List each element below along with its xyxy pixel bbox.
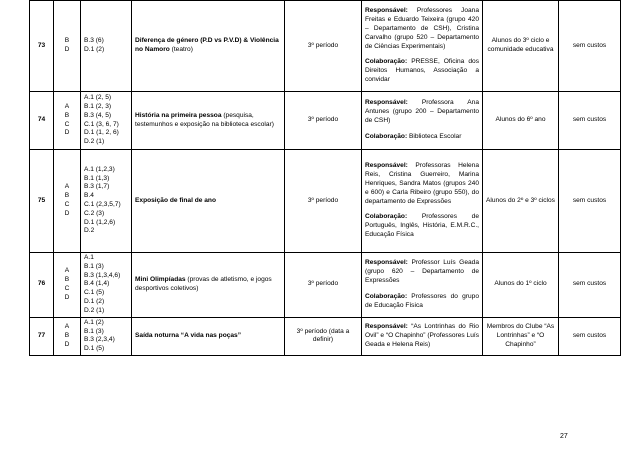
dimensions-cell (54, 253, 81, 318)
objectives-cell (81, 317, 132, 355)
audience-cell: Alunos do 3º ciclo e comunidade educativa (483, 1, 559, 92)
audience-cell: Membros do Clube “As Lontrinhas” e “O Chapinho” (483, 317, 559, 355)
activity-cell (132, 253, 285, 318)
dimensions-cell (54, 317, 81, 355)
table-row (30, 150, 621, 253)
objective: D.2 (1) (84, 138, 105, 146)
collaboration-text: PRESSE, Oficina dos Direitos Humanos, Associação a convidar (365, 58, 479, 83)
responsible-label: Responsável: (365, 7, 408, 15)
period-cell: 3º período (285, 150, 362, 253)
objective: B.3 (4, 5) (84, 111, 112, 119)
responsible-label: Responsável: (365, 323, 408, 331)
objectives-cell (81, 150, 132, 253)
objective: B.4 (84, 192, 94, 200)
dimension: D (64, 209, 70, 217)
period-cell: 3º período (285, 92, 362, 150)
objective: B.1 (1,3) (84, 174, 110, 182)
activity-title: Saída noturna “A vida nas poças” (135, 332, 242, 340)
dimension: C (64, 201, 70, 208)
responsible-cell (362, 92, 483, 150)
dimensions-cell (54, 92, 81, 150)
responsible-text: “As Lontrinhas do Rio Ovil” e “O Chapinho” (Professores Luís Geada e Helena Reis) (365, 323, 479, 348)
responsible-label: Responsável: (365, 162, 408, 170)
dimension: B (64, 192, 70, 200)
dimension: B (64, 111, 70, 119)
activity-number: 77 (30, 317, 54, 355)
activity-number: 73 (30, 1, 54, 92)
objective: A.1 (2) (84, 318, 104, 326)
period-cell: 3º período (data a definir) (285, 317, 362, 355)
cost-cell: sem custos (559, 1, 621, 92)
table-row (30, 253, 621, 318)
objective: A.1 (1,2,3) (84, 165, 115, 173)
responsible-cell (362, 317, 483, 355)
responsible-cell (362, 253, 483, 318)
objective: B.1 (3) (84, 262, 104, 270)
audience-cell: Alunos do 1º ciclo (483, 253, 559, 318)
activity-title: Mini Olimpíadas (135, 276, 186, 284)
cost-cell: sem custos (559, 317, 621, 355)
dimension: A (64, 267, 70, 275)
objective: B.4 (1,4) (84, 280, 110, 288)
collaboration-label: Colaboração: (365, 132, 408, 140)
dimension: A (64, 323, 70, 331)
dimension: B (64, 332, 70, 340)
dimension: B (64, 276, 70, 284)
audience-cell: Alunos do 6º ano (483, 92, 559, 150)
objective: D.1 (2) (84, 46, 105, 53)
activity-cell (132, 150, 285, 253)
objective: A.1 (84, 254, 94, 261)
dimension: A (64, 183, 70, 191)
objective: D.2 (1) (84, 306, 105, 314)
collaboration-label: Colaboração: (365, 213, 408, 221)
table-row (30, 317, 621, 355)
collaboration-text: Biblioteca Escolar (408, 132, 462, 140)
responsible-label: Responsável: (365, 259, 408, 267)
responsible-cell (362, 150, 483, 253)
activity-title: Diferença de género (P.D vs P.V.D) & Violência no Namoro (135, 37, 279, 53)
objective: B.3 (1,3,4,6) (84, 271, 121, 279)
objective: C.1 (5) (84, 289, 105, 297)
cost-cell: sem custos (559, 150, 621, 253)
dimension: A (64, 102, 70, 110)
page-number: 27 (560, 433, 568, 440)
activity-note: (teatro) (171, 46, 193, 53)
objective: D.2 (84, 227, 95, 235)
period-cell: 3º período (285, 1, 362, 92)
objective: D.1 (1, 2, 6) (84, 129, 119, 137)
dimension: B (64, 37, 70, 45)
activity-number: 76 (30, 253, 54, 318)
objectives-cell (81, 1, 132, 92)
collaboration-label: Colaboração: (365, 58, 408, 66)
activity-number: 75 (30, 150, 54, 253)
dimensions-cell (54, 150, 81, 253)
activity-note: (pesquisa, testemunhos e exposição na biblioteca escolar) (135, 111, 274, 128)
responsible-text: Professoras Helena Reis, Cristina Guerreiro, Marina Henriques, Sandra Matos (grupos 240 e 600) e Carla Ribeiro (grupo 550), do departamento de Expressões (365, 162, 479, 205)
responsible-text: Professor Luís Geada (grupo 620 – Departamento de Expressões (365, 259, 479, 284)
objectives-cell (81, 92, 132, 150)
dimension: C (64, 284, 70, 292)
responsible-text: Professora Ana Antunes (grupo 200 – Departamento de CSH) (365, 99, 479, 124)
activity-cell (132, 317, 285, 355)
activity-title: Exposição de final de ano (135, 196, 216, 204)
objective: B.1 (2, 3) (84, 102, 112, 110)
objective: B.3 (1,7) (84, 183, 110, 191)
objective: B.3 (2,3,4) (84, 336, 115, 344)
objective: C.1 (3, 6, 7) (84, 120, 119, 128)
responsible-cell (362, 1, 483, 92)
table-row (30, 92, 621, 150)
objective: D.1 (2) (84, 298, 105, 306)
objective: B.3 (6) (84, 37, 104, 45)
collaboration-label: Colaboração: (365, 292, 408, 300)
objective: D.1 (1,2,6) (84, 218, 116, 226)
objectives-cell (81, 253, 132, 318)
responsible-label: Responsável: (365, 99, 408, 107)
dimension: D (64, 129, 70, 137)
cost-cell: sem custos (559, 92, 621, 150)
activity-cell (132, 1, 285, 92)
objective: A.1 (2, 5) (84, 94, 112, 102)
objective: C.2 (3) (84, 209, 105, 217)
activity-plan-table (29, 0, 621, 356)
dimension: D (64, 293, 70, 301)
responsible-text: Professores Joana Freitas e Eduardo Teixeira (grupo 420 – Departamento de CSH), Cristina Carvalho (grupo 520 – Departamento de Ciências Experimentais) (365, 7, 479, 50)
activity-number: 74 (30, 92, 54, 150)
dimension: D (64, 46, 70, 53)
objective: D.1 (5) (84, 345, 105, 353)
dimension: C (64, 120, 70, 128)
period-cell: 3º período (285, 253, 362, 318)
cost-cell: sem custos (559, 253, 621, 318)
collaboration-text: Professores do grupo de Educação Física (365, 292, 479, 309)
dimensions-cell (54, 1, 81, 92)
activity-title: História na primeira pessoa (135, 111, 222, 119)
audience-cell: Alunos do 2º e 3º ciclos (483, 150, 559, 253)
objective: C.1 (2,3,5,7) (84, 201, 121, 208)
table-row (30, 1, 621, 92)
activity-note: (provas de atletismo, e jogos desportivos coletivos) (135, 276, 272, 292)
collaboration-text: Professores de Português, Inglês, História, E.M.R.C., Educação Física (365, 213, 479, 238)
activity-cell (132, 92, 285, 150)
objective: B.1 (3) (84, 327, 104, 335)
dimension: D (64, 340, 70, 348)
